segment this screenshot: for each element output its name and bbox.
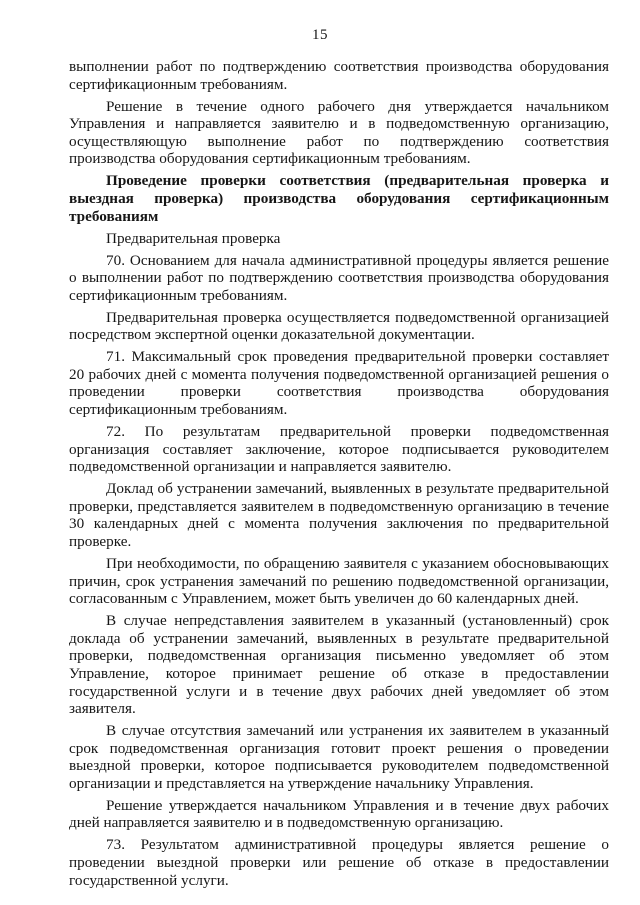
paragraph: Решение утверждается начальником Управления и в течение двух рабочих дней направляется заявителю и в подведомственную организацию.: [69, 796, 609, 832]
paragraph: Решение в течение одного рабочего дня утверждается начальником Управления и направляется заявителю и в подведомственную организацию, осуществляющую выполнение работ по подтверждению соответствия производства оборудования сертификационным требованиям.: [69, 97, 609, 168]
paragraph-item-72: 72. По результатам предварительной проверки подведомственная организация составляет заключение, которое подписывается руководителем подведомственной организации и направляется заявителю.: [69, 423, 609, 476]
paragraph: Доклад об устранении замечаний, выявленных в результате предварительной проверки, представляется заявителем в подведомственную организацию в течение 30 календарных дней с момента получения заключения по предварительной проверке.: [69, 480, 609, 550]
paragraph: В случае непредставления заявителем в указанный (установленный) срок доклада об устранении замечаний, выявленных в результате предварительной проверки, подведомственная организация письменно уведомляет об этом Управление, которое принимает решение об отказе в предоставлении государственной услуги и в течение двух рабочих дней уведомляет об этом заявителя.: [69, 612, 609, 718]
page-number: 15: [312, 27, 328, 43]
paragraph-item-73: 73. Результатом административной процедуры является решение о проведении выездной проверки или решение об отказе в предоставлении государственной услуги.: [69, 836, 609, 889]
section-heading: Проведение проверки соответствия (предварительная проверка и выездная проверка) производства оборудования сертификационным требованиям: [69, 172, 609, 225]
paragraph: В случае отсутствия замечаний или устранения их заявителем в указанный срок подведомственная организация готовит проект решения о проведении выездной проверки, которое подписывается руководителем подведомственной организации и представляется на утверждение начальнику Управления.: [69, 722, 609, 792]
paragraph: При необходимости, по обращению заявителя с указанием обосновывающих причин, срок устранения замечаний по решению подведомственной организации, согласованным с Управлением, может быть увеличен до 60 календарных дней.: [69, 554, 609, 608]
paragraph-item-71: 71. Максимальный срок проведения предварительной проверки составляет 20 рабочих дней с момента получения подведомственной организацией решения о проведении проверки соответствия производства оборудования сертификационным требованиям.: [69, 348, 609, 419]
paragraph-item-70: 70. Основанием для начала административной процедуры является решение о выполнении работ по подтверждению соответствия производства оборудования сертификационным требованиям.: [69, 251, 609, 304]
paragraph: Предварительная проверка осуществляется подведомственной организацией посредством экспертной оценки доказательной документации.: [69, 308, 609, 344]
document-body: [69, 58, 609, 894]
paragraph-continuation: выполнении работ по подтверждению соответствия производства оборудования сертификационным требованиям.: [69, 58, 609, 93]
subsection-heading: Предварительная проверка: [106, 229, 281, 247]
